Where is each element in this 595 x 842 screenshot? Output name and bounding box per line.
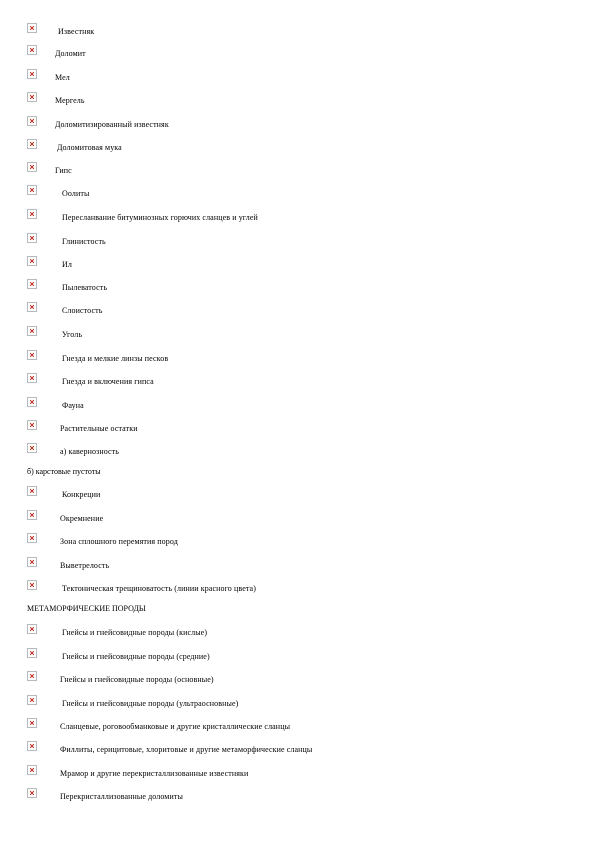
item-label: Выветрелость xyxy=(60,561,110,570)
broken-image-icon xyxy=(27,486,37,496)
item-label: Гнейсы и гнейсовидные породы (средние) xyxy=(62,652,210,661)
broken-image-icon xyxy=(27,350,37,360)
broken-image-icon xyxy=(27,185,37,195)
item-label: Окремнение xyxy=(60,514,104,523)
broken-image-icon xyxy=(27,139,37,149)
item-label: Фауна xyxy=(62,401,84,410)
item-label: Зона сплошного перемятия пород xyxy=(60,537,178,546)
item-label: Ил xyxy=(62,260,72,269)
broken-image-icon xyxy=(27,718,37,728)
item-label: Сланцевые, роговообманковые и другие кристаллические сланцы xyxy=(60,722,291,731)
item-label: Глинистость xyxy=(62,237,106,246)
broken-image-icon xyxy=(27,23,37,33)
broken-image-icon xyxy=(27,45,37,55)
broken-image-icon xyxy=(27,741,37,751)
broken-image-icon xyxy=(27,671,37,681)
item-label: Перекристаллизованные доломиты xyxy=(60,792,183,801)
section-heading-karst: б) карстовые пустоты xyxy=(27,467,101,476)
broken-image-icon xyxy=(27,443,37,453)
item-label: Пылеватость xyxy=(62,283,108,292)
item-label: Слоистость xyxy=(62,306,103,315)
item-label: Тектоническая трещиноватость (линии красного цвета) xyxy=(62,584,256,593)
item-label: Известняк xyxy=(58,27,95,36)
item-label: Гнейсы и гнейсовидные породы (основные) xyxy=(60,675,214,684)
item-label: Гнезда и мелкие линзы песков xyxy=(62,354,169,363)
broken-image-icon xyxy=(27,580,37,590)
broken-image-icon xyxy=(27,373,37,383)
item-label: Конкреции xyxy=(62,490,101,499)
broken-image-icon xyxy=(27,533,37,543)
broken-image-icon xyxy=(27,326,37,336)
item-label: Уголь xyxy=(62,330,83,339)
item-label: Гипс xyxy=(55,166,72,175)
broken-image-icon xyxy=(27,765,37,775)
broken-image-icon xyxy=(27,92,37,102)
section-heading-metamorphic: МЕТАМОРФИЧЕСКИЕ ПОРОДЫ xyxy=(27,604,146,613)
item-label: Доломит xyxy=(55,49,86,58)
broken-image-icon xyxy=(27,788,37,798)
broken-image-icon xyxy=(27,557,37,567)
broken-image-icon xyxy=(27,233,37,243)
broken-image-icon xyxy=(27,302,37,312)
broken-image-icon xyxy=(27,420,37,430)
broken-image-icon xyxy=(27,116,37,126)
item-label: Мрамор и другие перекристаллизованные известняки xyxy=(60,769,249,778)
item-label: а) кавернозность xyxy=(60,447,120,456)
item-label: Гнейсы и гнейсовидные породы (кислые) xyxy=(62,628,208,637)
broken-image-icon xyxy=(27,510,37,520)
broken-image-icon xyxy=(27,256,37,266)
broken-image-icon xyxy=(27,695,37,705)
item-label: Доломитизированный известняк xyxy=(55,120,169,129)
item-label: Доломитовая мука xyxy=(57,143,122,152)
broken-image-icon xyxy=(27,624,37,634)
item-label: Филлиты, серицитовые, хлоритовые и другие метаморфические сланцы xyxy=(60,745,313,754)
broken-image-icon xyxy=(27,397,37,407)
broken-image-icon xyxy=(27,209,37,219)
broken-image-icon xyxy=(27,69,37,79)
item-label: Гнейсы и гнейсовидные породы (ультраосновные) xyxy=(62,699,239,708)
item-label: Пересланвание битуминозных горючих сланцев и углей xyxy=(62,213,258,222)
item-label: Растительные остатки xyxy=(60,424,138,433)
broken-image-icon xyxy=(27,162,37,172)
broken-image-icon xyxy=(27,279,37,289)
item-label: Гнезда и включения гипса xyxy=(62,377,154,386)
item-label: Мергель xyxy=(55,96,85,105)
item-label: Мел xyxy=(55,73,70,82)
broken-image-icon xyxy=(27,648,37,658)
item-label: Оолиты xyxy=(62,189,90,198)
